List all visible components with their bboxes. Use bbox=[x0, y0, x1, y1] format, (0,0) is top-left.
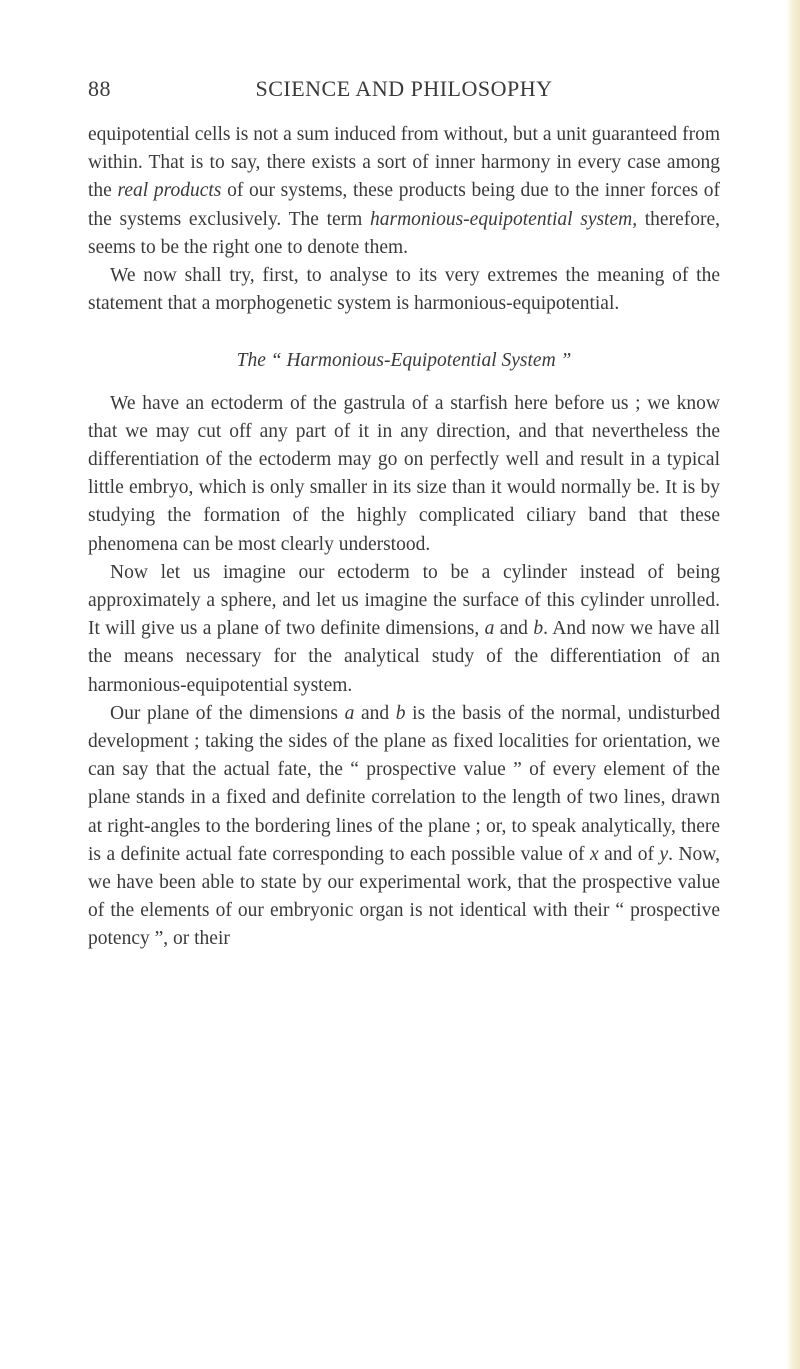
paragraph-1: equipotential cells is not a sum induced from without, but a unit guaranteed from within. That is to say, there exists a sort of inner harmony in every case among the real products of our systems, these products being due to the inner forces of the systems exclusively. The term harmonious-equipotential system, therefore, seems to be the right one to denote them. bbox=[88, 124, 720, 258]
section-title: The “ Harmonious-Equipotential System ” bbox=[236, 350, 572, 372]
page-header bbox=[88, 76, 720, 110]
body-text bbox=[88, 121, 720, 954]
paragraph-3: We have an ectoderm of the gastrula of a starfish here before us ; we know that we may cut off any part of it in any direction, and that nevertheless the differentiation of the ectoderm may go on perfectly well and result in a typical little embryo, which is only smaller in its size than it would normally be. It is by studying the formation of the highly complicated ciliary band that these phenomena can be most clearly understood. bbox=[88, 392, 720, 555]
paragraph-5: Our plane of the dimensions a and b is the basis of the normal, undisturbed development ; taking the sides of the plane as fixed localities for orientation, we can say that the actual fate, the “ prospective value ” of every element of the plane stands in a fixed and definite correlation to the length of two lines, drawn at right-angles to the bordering lines of the plane ; or, to speak analytically, there is a definite actual fate corresponding to each possible value of x and of y. Now, we have been able to state by our experimental work, that the prospective value of the elements of our embryonic organ is not identical with their “ prospective potency ”, or their bbox=[88, 702, 721, 950]
page-number: 88 bbox=[88, 76, 111, 101]
paragraph-4: Now let us imagine our ectoderm to be a cylinder instead of being approximately a sphere, and let us imagine the surface of this cylinder unrolled. It will give us a plane of two definite dimensions, a and b. And now we have all the means necessary for the analytical study of the differentiation of an harmonious-equipotential system. bbox=[88, 561, 720, 696]
page-edge-shadow bbox=[786, 0, 800, 1369]
paragraph-2: We now shall try, first, to analyse to its very extremes the meaning of the statement that a morphogenetic system is harmonious-equipotential. bbox=[88, 265, 720, 315]
running-head: SCIENCE AND PHILOSOPHY bbox=[255, 76, 553, 101]
